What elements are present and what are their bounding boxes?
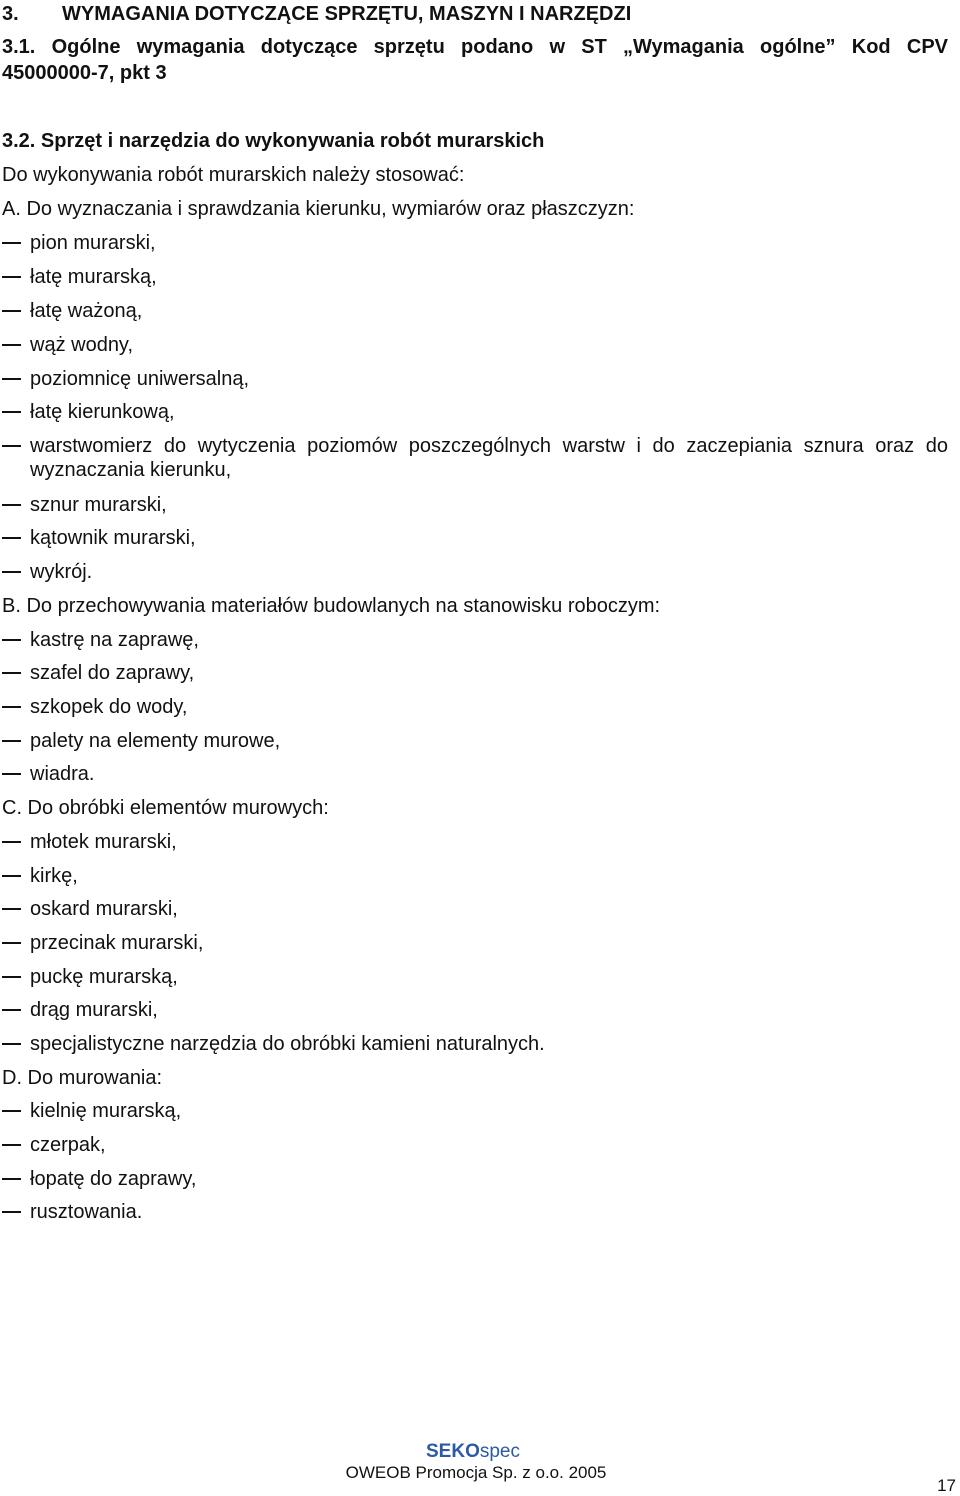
dash-bullet [2,773,21,775]
dash-bullet [2,1009,21,1011]
dash-bullet [2,1110,21,1112]
chapter-number: 3. [2,3,19,25]
dash-bullet [2,242,21,244]
footer-company: OWEOB Promocja Sp. z o.o. 2005 [345,1463,607,1482]
dash-bullet [2,445,21,447]
dash-bullet [2,672,21,674]
dash-bullet [2,504,21,506]
dash-bullet [2,1144,21,1146]
dash-bullet [2,344,21,346]
dash-bullet [2,639,21,641]
dash-bullet [2,908,21,910]
section-3-1-line-2: 45000000-7, pkt 3 [2,62,167,84]
dash-bullet [2,378,21,380]
dash-bullet [2,841,21,843]
dash-bullet [2,537,21,539]
dash-bullet [2,1211,21,1213]
dash-bullet [2,706,21,708]
dash-bullet [2,942,21,944]
dash-bullet [2,571,21,573]
dash-bullet [2,276,21,278]
section-3-2-title: 3.2. Sprzęt i narzędzia do wykonywania robót murarskich [2,130,545,152]
dash-bullet [2,976,21,978]
group-b-label: B. Do przechowywania materiałów budowlanych na stanowisku roboczym: [2,595,661,617]
dash-bullet [2,411,21,413]
group-d-label: D. Do murowania: [2,1067,163,1089]
group-a-label: A. Do wyznaczania i sprawdzania kierunku, wymiarów oraz płaszczyzn: [2,198,635,220]
group-c-label: C. Do obróbki elementów murowych: [2,797,329,819]
chapter-title: WYMAGANIA DOTYCZĄCE SPRZĘTU, MASZYN I NARZĘDZI [62,3,632,25]
chapter-heading [2,2,631,26]
footer-brand-logo: SEKOspec [426,1441,520,1462]
dash-bullet [2,1178,21,1180]
dash-bullet [2,740,21,742]
dash-bullet [2,875,21,877]
document-page: 3. WYMAGANIA DOTYCZĄCE SPRZĘTU, MASZYN I NARZĘDZI 3.1. Ogólne wymagania dotyczące sprzętu podano w ST „Wymagania ogólne” Kod CPV 45000000-7, pkt 3 3.2. Sprzęt i narzędzia do wykonywania robót murarskich Do wykonywania robót murarskich należy stosować: A. Do wyznaczania i sprawdzania kierunku, wymiarów oraz płaszczyzn: pion murarski, łatę murarską, łatę ważoną, wąż wodny, poziomnicę uniwersalną, łatę kierunkową, warstwomierz do wytyczenia poziomów poszczególnych warstw i do zaczepiania sznura oraz do wyznaczania kierunku, sznur murarski, kątownik murarski, wykrój. B. Do przechowywania materiałów budowlanych na stanowisku roboczym: kastrę na zaprawę, szafel do zaprawy, szkopek do wody, palety na elementy murowe, wiadra. C. Do obróbki elementów murowych: młotek murarski, kirkę, oskard murarski, przecinak murarski, puckę murarską, drąg murarski, specjalistyczne narzędzia do obróbki kamieni naturalnych. D. Do murowania: kielnię murarską, czerpak, łopatę do zaprawy, rusztowania. SEKOspec OWEOB Promocja Sp. z o.o. 2005 17 [2,3,956,1495]
dash-bullet [2,1043,21,1045]
dash-bullet [2,310,21,312]
section-3-1-line-1: 3.1. Ogólne wymagania dotyczące sprzętu podano w ST „Wymagania ogólne” Kod CPV [2,36,948,58]
page-number: 17 [937,1476,956,1495]
section-3-2-intro: Do wykonywania robót murarskich należy stosować: [2,164,465,186]
